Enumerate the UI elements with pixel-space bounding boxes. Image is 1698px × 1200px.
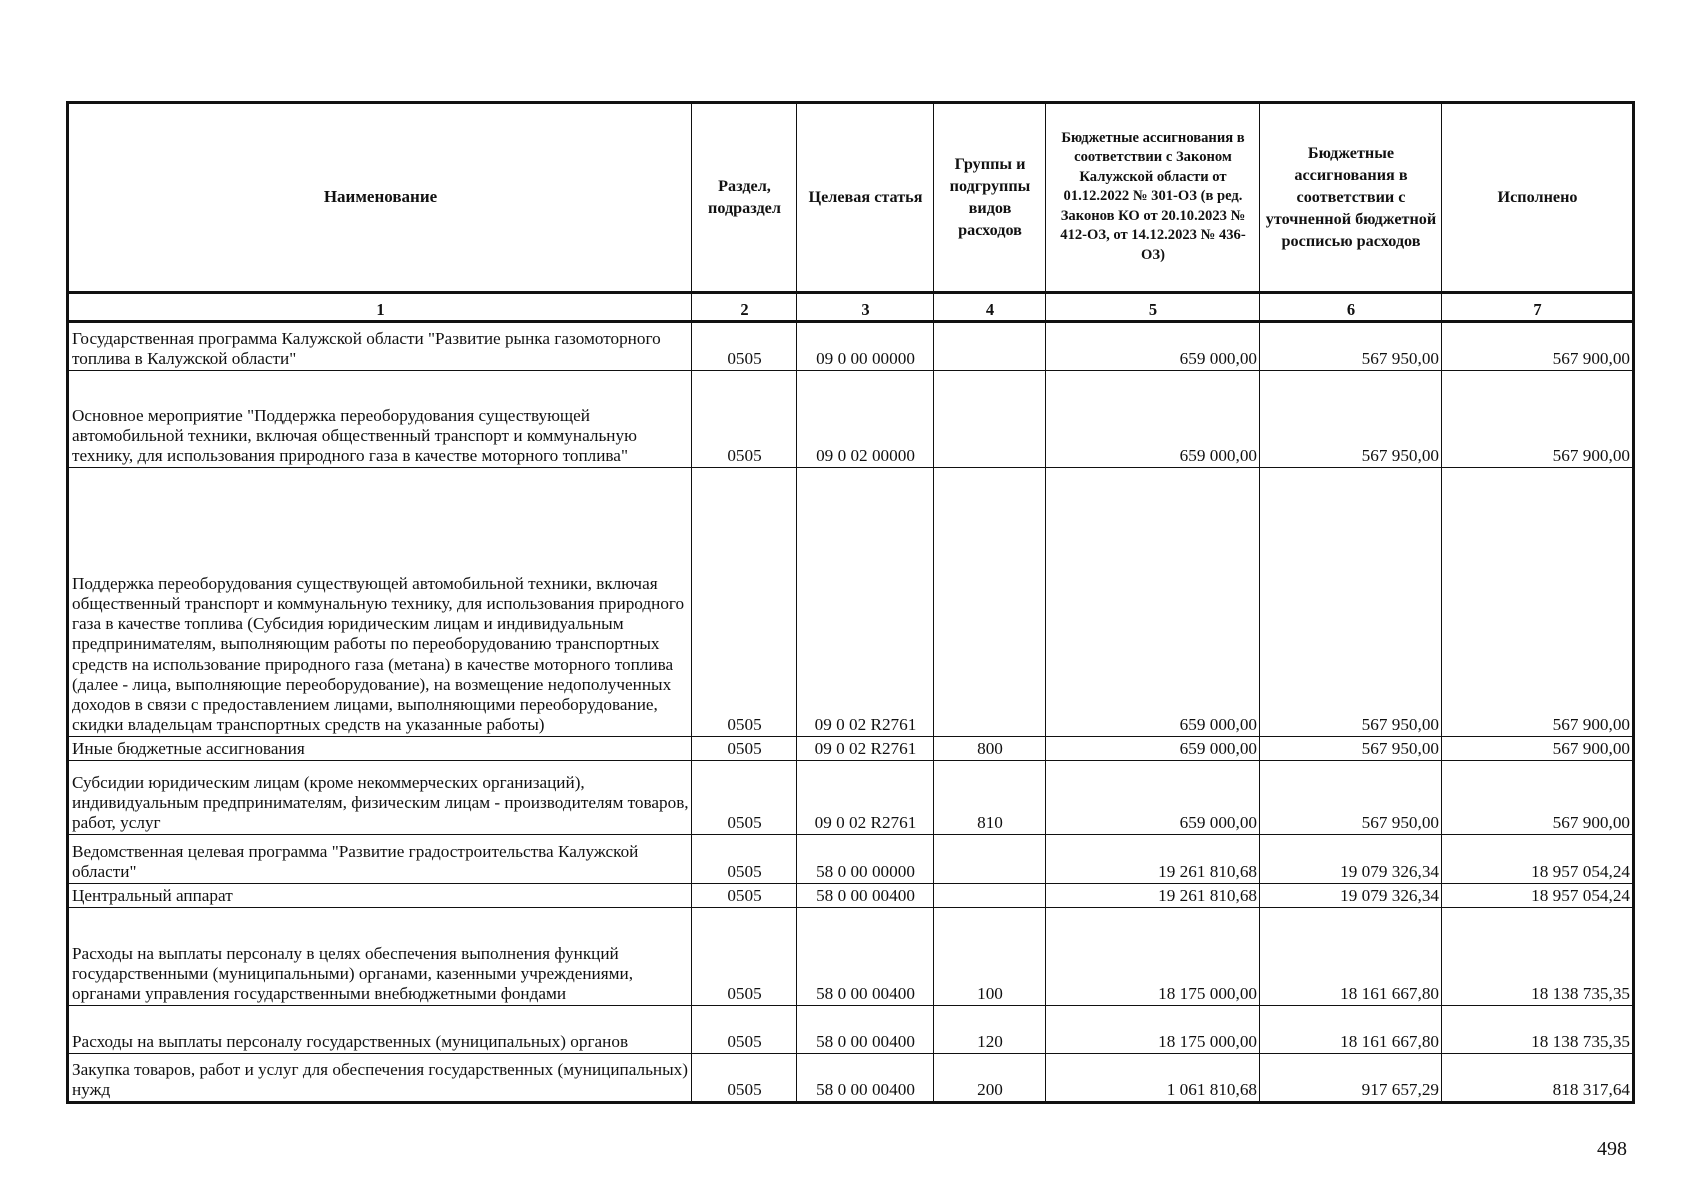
row-expense-group — [934, 322, 1046, 371]
row-law-amount: 659 000,00 — [1046, 737, 1260, 761]
column-number: 3 — [797, 293, 934, 322]
row-executed-amount: 18 957 054,24 — [1442, 835, 1634, 884]
row-executed-amount: 567 900,00 — [1442, 322, 1634, 371]
column-number: 5 — [1046, 293, 1260, 322]
budget-table — [66, 101, 1635, 1104]
row-law-amount: 19 261 810,68 — [1046, 884, 1260, 908]
row-name: Закупка товаров, работ и услуг для обеспечения государственных (муниципальных) нужд — [68, 1054, 692, 1103]
row-target-article: 09 0 02 R2761 — [797, 761, 934, 835]
row-executed-amount: 18 138 735,35 — [1442, 908, 1634, 1006]
row-target-article: 58 0 00 00000 — [797, 835, 934, 884]
page-number: 498 — [1597, 1138, 1627, 1160]
row-target-article: 09 0 02 R2761 — [797, 737, 934, 761]
table-row — [68, 1006, 1634, 1054]
table-row — [68, 322, 1634, 371]
row-target-article: 09 0 00 00000 — [797, 322, 934, 371]
row-law-amount: 18 175 000,00 — [1046, 1006, 1260, 1054]
row-refined-amount: 917 657,29 — [1260, 1054, 1442, 1103]
header-section: Раздел, подраздел — [692, 103, 797, 293]
row-section: 0505 — [692, 835, 797, 884]
header-law-allocations: Бюджетные ассигнования в соответствии с Законом Калужской области от 01.12.2022 № 301-ОЗ (в ред. Законов КО от 20.10.2023 № 412-ОЗ, от 14.12.2023 № 436-ОЗ) — [1046, 103, 1260, 293]
row-name: Расходы на выплаты персоналу государственных (муниципальных) органов — [68, 1006, 692, 1054]
row-expense-group — [934, 884, 1046, 908]
row-target-article: 58 0 00 00400 — [797, 908, 934, 1006]
row-law-amount: 1 061 810,68 — [1046, 1054, 1260, 1103]
column-number: 7 — [1442, 293, 1634, 322]
row-refined-amount: 19 079 326,34 — [1260, 884, 1442, 908]
row-target-article: 09 0 02 R2761 — [797, 468, 934, 737]
table-header-row — [68, 103, 1634, 293]
row-law-amount: 659 000,00 — [1046, 371, 1260, 468]
table-row — [68, 371, 1634, 468]
row-target-article: 58 0 00 00400 — [797, 1054, 934, 1103]
row-name: Ведомственная целевая программа "Развитие градостроительства Калужской области" — [68, 835, 692, 884]
row-law-amount: 659 000,00 — [1046, 761, 1260, 835]
row-target-article: 58 0 00 00400 — [797, 1006, 934, 1054]
table-row — [68, 737, 1634, 761]
row-section: 0505 — [692, 884, 797, 908]
row-refined-amount: 567 950,00 — [1260, 761, 1442, 835]
row-expense-group: 810 — [934, 761, 1046, 835]
row-executed-amount: 18 957 054,24 — [1442, 884, 1634, 908]
row-refined-amount: 567 950,00 — [1260, 322, 1442, 371]
row-name: Основное мероприятие "Поддержка переоборудования существующей автомобильной техники, включая общественный транспорт и коммунальную технику, для использования природного газа в качестве моторного топлива" — [68, 371, 692, 468]
row-expense-group: 800 — [934, 737, 1046, 761]
row-law-amount: 659 000,00 — [1046, 322, 1260, 371]
table-row — [68, 761, 1634, 835]
row-section: 0505 — [692, 1054, 797, 1103]
table-row — [68, 1054, 1634, 1103]
column-number: 2 — [692, 293, 797, 322]
row-expense-group — [934, 468, 1046, 737]
row-refined-amount: 18 161 667,80 — [1260, 1006, 1442, 1054]
row-name: Иные бюджетные ассигнования — [68, 737, 692, 761]
header-target-article: Целевая статья — [797, 103, 934, 293]
table-row — [68, 468, 1634, 737]
column-number: 4 — [934, 293, 1046, 322]
column-number-row — [68, 293, 1634, 322]
row-name: Центральный аппарат — [68, 884, 692, 908]
row-expense-group — [934, 835, 1046, 884]
row-expense-group: 100 — [934, 908, 1046, 1006]
row-executed-amount: 567 900,00 — [1442, 761, 1634, 835]
row-executed-amount: 18 138 735,35 — [1442, 1006, 1634, 1054]
row-refined-amount: 567 950,00 — [1260, 468, 1442, 737]
row-target-article: 09 0 02 00000 — [797, 371, 934, 468]
header-executed: Исполнено — [1442, 103, 1634, 293]
header-expense-groups: Группы и подгруппы видов расходов — [934, 103, 1046, 293]
row-name: Государственная программа Калужской области "Развитие рынка газомоторного топлива в Калужской области" — [68, 322, 692, 371]
table-row — [68, 908, 1634, 1006]
table-row — [68, 835, 1634, 884]
row-name: Поддержка переоборудования существующей автомобильной техники, включая общественный транспорт и коммунальную технику, для использования природного газа в качестве топлива (Субсидия юридическим лицам и индивидуальным предпринимателям, выполняющим работы по переоборудованию транспортных средств на использование природного газа (метана) в качестве моторного топлива (далее - лица, выполняющие переоборудование), на возмещение недополученных доходов в связи с предоставлением лицами, выполняющими переоборудование, скидки владельцам транспортных средств на указанные работы) — [68, 468, 692, 737]
row-section: 0505 — [692, 761, 797, 835]
table-row — [68, 884, 1634, 908]
column-number: 6 — [1260, 293, 1442, 322]
row-executed-amount: 567 900,00 — [1442, 468, 1634, 737]
row-law-amount: 659 000,00 — [1046, 468, 1260, 737]
row-section: 0505 — [692, 1006, 797, 1054]
row-refined-amount: 567 950,00 — [1260, 737, 1442, 761]
row-target-article: 58 0 00 00400 — [797, 884, 934, 908]
row-name: Субсидии юридическим лицам (кроме некоммерческих организаций), индивидуальным предпринимателям, физическим лицам - производителям товаров, работ, услуг — [68, 761, 692, 835]
row-expense-group: 120 — [934, 1006, 1046, 1054]
row-section: 0505 — [692, 371, 797, 468]
row-expense-group: 200 — [934, 1054, 1046, 1103]
row-section: 0505 — [692, 468, 797, 737]
row-law-amount: 18 175 000,00 — [1046, 908, 1260, 1006]
row-law-amount: 19 261 810,68 — [1046, 835, 1260, 884]
row-section: 0505 — [692, 908, 797, 1006]
header-name: Наименование — [68, 103, 692, 293]
row-refined-amount: 18 161 667,80 — [1260, 908, 1442, 1006]
row-executed-amount: 818 317,64 — [1442, 1054, 1634, 1103]
row-section: 0505 — [692, 737, 797, 761]
row-executed-amount: 567 900,00 — [1442, 371, 1634, 468]
row-expense-group — [934, 371, 1046, 468]
row-executed-amount: 567 900,00 — [1442, 737, 1634, 761]
column-number: 1 — [68, 293, 692, 322]
header-refined-allocations: Бюджетные ассигнования в соответствии с уточненной бюджетной росписью расходов — [1260, 103, 1442, 293]
row-name: Расходы на выплаты персоналу в целях обеспечения выполнения функций государственными (муниципальными) органами, казенными учреждениями, органами управления государственными внебюджетными фондами — [68, 908, 692, 1006]
row-refined-amount: 19 079 326,34 — [1260, 835, 1442, 884]
row-section: 0505 — [692, 322, 797, 371]
row-refined-amount: 567 950,00 — [1260, 371, 1442, 468]
